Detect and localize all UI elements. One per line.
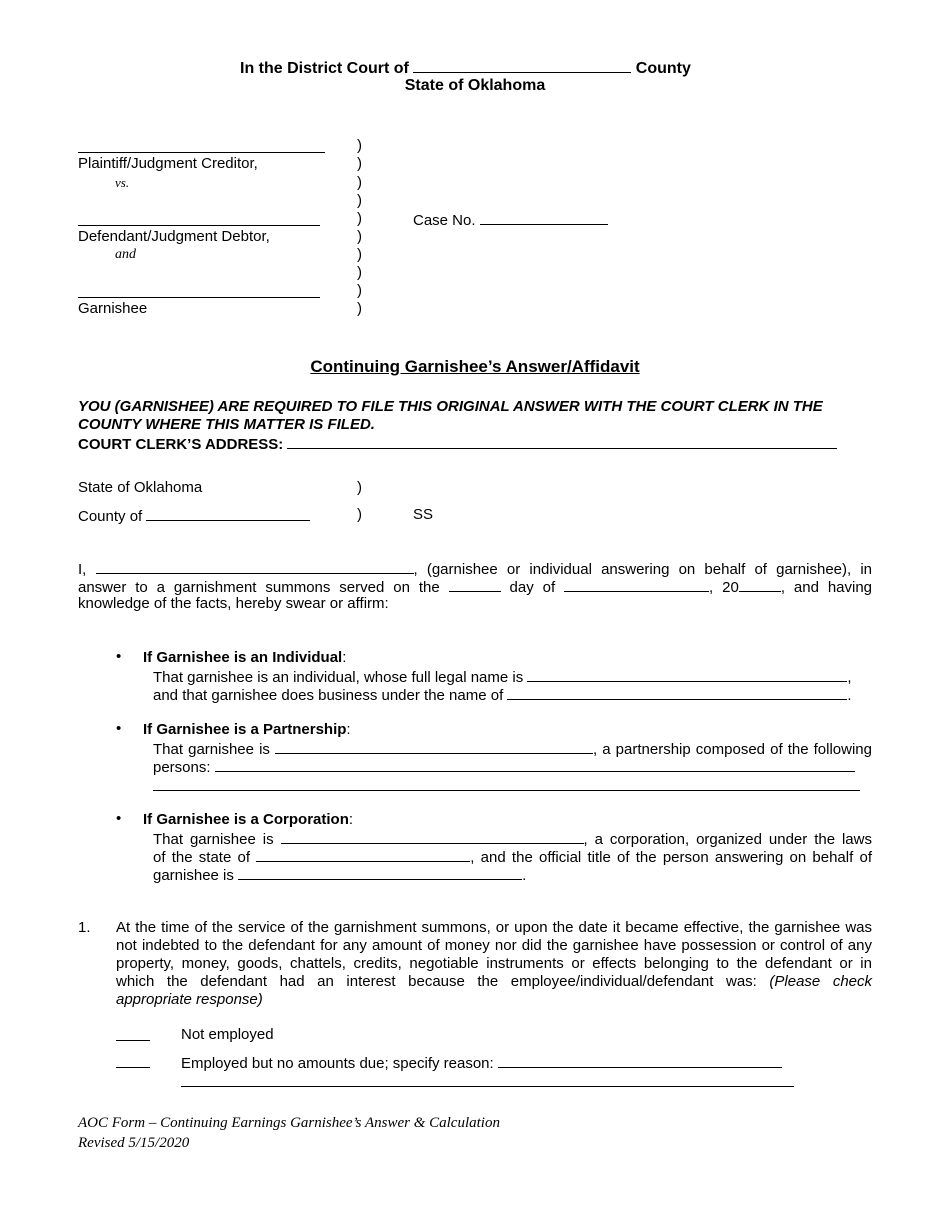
venue-paren: )	[357, 479, 362, 496]
caption-paren: )	[357, 210, 362, 227]
defendant-label: Defendant/Judgment Debtor,	[78, 228, 270, 245]
served-month-field[interactable]	[564, 577, 709, 592]
caption-paren: )	[357, 228, 362, 245]
intro-suffix: , (garnishee or individual answering on behalf of garnishee), in	[413, 561, 873, 578]
intro-line-1	[78, 559, 872, 579]
legal-name-field[interactable]	[527, 667, 847, 682]
corporation-suffix: , a corporation, organized under the laws	[583, 831, 872, 848]
intro-line-2	[78, 577, 872, 597]
plaintiff-name-field[interactable]	[78, 152, 325, 153]
caption-paren: )	[357, 300, 362, 317]
footer-revised: Revised 5/15/2020	[78, 1135, 190, 1151]
court-heading	[240, 58, 691, 78]
venue-county-field[interactable]	[146, 506, 310, 521]
served-year-field[interactable]	[739, 577, 781, 592]
individual-line-2: and that garnishee does business under the name of .	[153, 687, 852, 704]
intro-i: I,	[78, 561, 87, 578]
corporation-heading: If Garnishee is a Corporation:	[143, 811, 354, 828]
corporation-line-3: garnishee is .	[153, 867, 527, 884]
venue-county	[78, 506, 310, 526]
corporation-heading-text: If Garnishee is a Corporation	[143, 811, 349, 828]
caption-paren: )	[357, 174, 362, 191]
caption-paren: )	[357, 137, 362, 154]
form-title-text: Continuing Garnishee’s Answer/Affidavit	[310, 357, 640, 376]
clerk-address	[78, 434, 837, 454]
notice-line-2: COUNTY WHERE THIS MATTER IS FILED.	[78, 416, 375, 433]
dba-name-field[interactable]	[507, 685, 847, 700]
corporation-state-field[interactable]	[256, 847, 470, 862]
intro-line-3: knowledge of the facts, hereby swear or affirm:	[78, 595, 389, 612]
individual-line-2-text: and that garnishee does business under the name of	[153, 687, 504, 704]
individual-heading: If Garnishee is an Individual:	[143, 649, 347, 666]
individual-line-1-text: That garnishee is an individual, whose full legal name is	[153, 669, 524, 686]
plaintiff-label: Plaintiff/Judgment Creditor,	[78, 155, 258, 172]
individual-line-1: That garnishee is an individual, whose full legal name is ,	[153, 669, 852, 686]
defendant-name-field[interactable]	[78, 225, 320, 226]
form-title	[0, 357, 950, 377]
corporation-garnishee-is: garnishee is	[153, 867, 234, 884]
vs-text: vs.	[115, 175, 130, 190]
not-employed-checkbox[interactable]	[116, 1040, 150, 1041]
case-number-field[interactable]	[480, 210, 608, 225]
partnership-line-2	[153, 757, 855, 777]
ss-text: SS	[413, 506, 434, 523]
not-employed-label: Not employed	[181, 1026, 274, 1043]
corporation-state-label: of the state of	[153, 849, 251, 866]
caption-paren: )	[357, 192, 362, 209]
served-day-field[interactable]	[449, 577, 501, 592]
no-amounts-due	[181, 1053, 782, 1073]
intro-year-prefix: , 20	[709, 579, 739, 596]
partnership-heading-text: If Garnishee is a Partnership	[143, 721, 347, 738]
footer-form-name: AOC Form – Continuing Earnings Garnishee’s Answer & Calculation	[78, 1115, 500, 1131]
court-prefix: In the District Court of	[240, 60, 409, 77]
county-suffix: County	[635, 60, 691, 77]
no-amounts-due-checkbox[interactable]	[116, 1067, 150, 1068]
venue-county-label: County of	[78, 508, 143, 525]
state-heading: State of Oklahoma	[404, 77, 546, 94]
bullet-icon: •	[116, 810, 122, 827]
item-1-line-4-text: which the defendant had an interest because the employee/individual/defendant was:	[116, 973, 757, 990]
partnership-name-field[interactable]	[275, 739, 593, 754]
item-1-line-1: At the time of the service of the garnishment summons, or upon the date it became effective, the garnishee was	[116, 919, 872, 936]
item-1-check-note: (Please check	[769, 973, 872, 990]
garnishee-label: Garnishee	[78, 300, 148, 317]
reason-field-2[interactable]	[181, 1086, 794, 1087]
clerk-address-label: COURT CLERK’S ADDRESS:	[78, 436, 284, 453]
caption-paren: )	[357, 264, 362, 281]
affiant-name-field[interactable]	[96, 559, 414, 574]
county-name-field[interactable]	[413, 58, 631, 73]
case-no-label: Case No.	[413, 212, 476, 229]
item-1-number: 1.	[78, 919, 91, 936]
reason-field[interactable]	[498, 1053, 782, 1068]
corporation-name-field[interactable]	[281, 829, 584, 844]
clerk-address-field[interactable]	[287, 434, 837, 449]
partnership-suffix: , a partnership composed of the following	[593, 741, 872, 758]
corporation-title-label: , and the official title of the person answering on behalf of	[470, 849, 873, 866]
bullet-icon: •	[116, 720, 122, 737]
item-1-line-3: property, money, goods, chattels, credits, negotiable instruments or effects belonging to the defendant or in	[116, 955, 872, 972]
item-1-line-2: not indebted to the defendant for any amount of money nor did the garnishee have possession or control of any	[116, 937, 872, 954]
corporation-prefix: That garnishee is	[153, 831, 274, 848]
case-number	[413, 210, 608, 230]
corporation-line-1	[153, 829, 872, 849]
item-1-line-4	[116, 973, 872, 991]
official-title-field[interactable]	[238, 865, 522, 880]
bullet-icon: •	[116, 648, 122, 665]
partnership-persons-field[interactable]	[215, 757, 855, 772]
garnishee-name-field[interactable]	[78, 297, 320, 298]
caption-paren: )	[357, 282, 362, 299]
partnership-persons-label: persons:	[153, 759, 211, 776]
venue-paren: )	[357, 506, 362, 523]
partnership-persons-field-2[interactable]	[153, 790, 860, 791]
individual-heading-text: If Garnishee is an Individual	[143, 649, 343, 666]
caption-paren: )	[357, 155, 362, 172]
corporation-line-2	[153, 847, 872, 867]
notice-line-1: YOU (GARNISHEE) ARE REQUIRED TO FILE THIS ORIGINAL ANSWER WITH THE COURT CLERK IN THE	[78, 398, 823, 415]
item-1-line-5: appropriate response)	[116, 991, 263, 1008]
intro-having: , and having	[780, 579, 873, 596]
and-text: and	[115, 247, 136, 262]
partnership-heading: If Garnishee is a Partnership:	[143, 721, 351, 738]
intro-day-of: day of	[509, 579, 556, 596]
no-amounts-due-label: Employed but no amounts due; specify reason:	[181, 1055, 494, 1072]
partnership-prefix: That garnishee is	[153, 741, 270, 758]
intro-served: answer to a garnishment summons served on the	[78, 579, 440, 596]
caption-paren: )	[357, 246, 362, 263]
venue-state: State of Oklahoma	[78, 479, 203, 496]
partnership-line-1	[153, 739, 872, 759]
